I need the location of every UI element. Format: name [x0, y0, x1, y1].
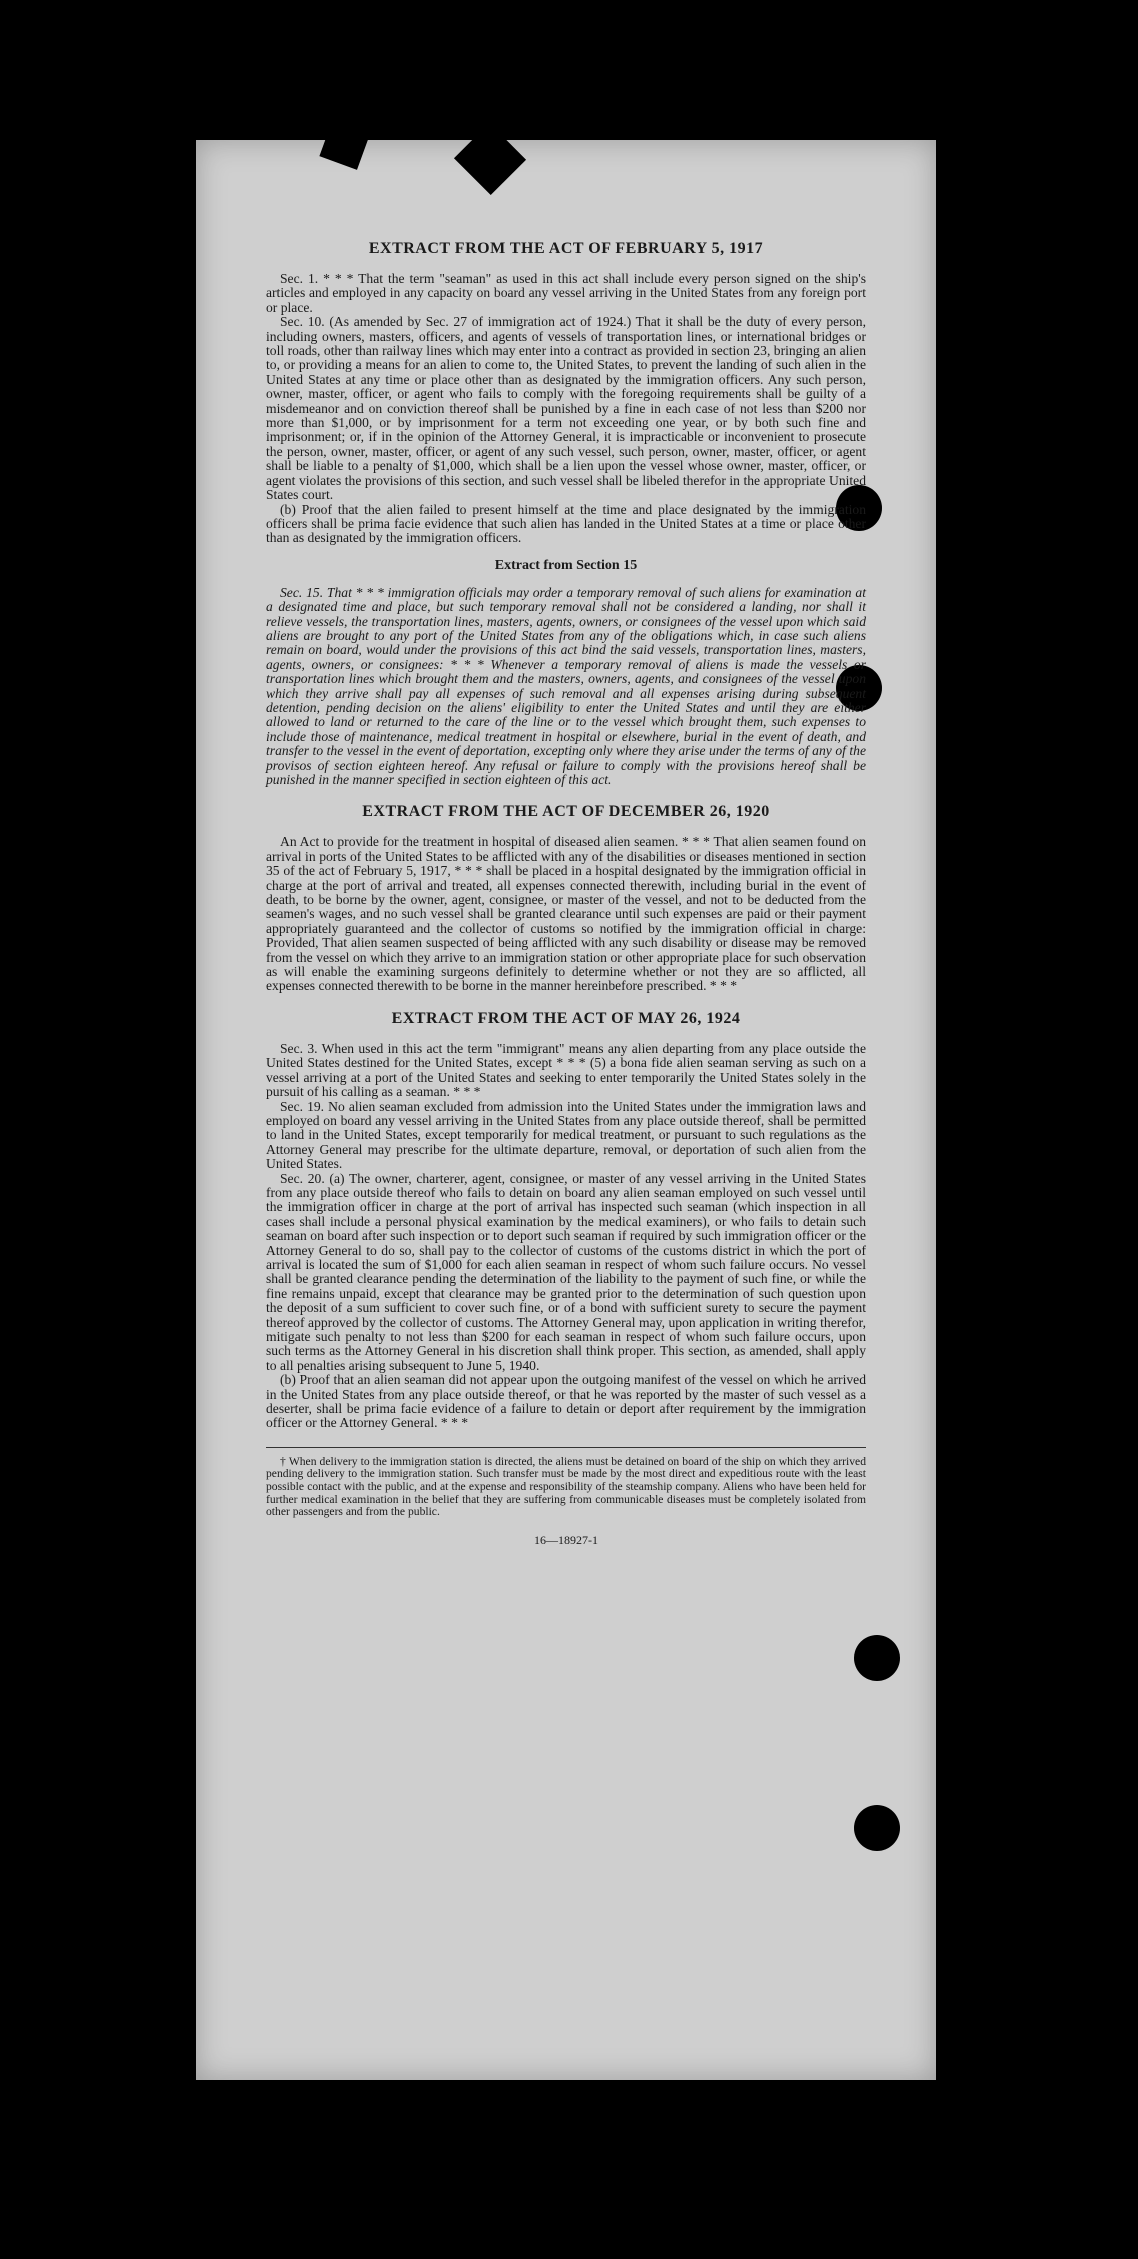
heading-act-1924: EXTRACT FROM THE ACT OF MAY 26, 1924	[391, 1009, 741, 1027]
section-10b: (b) Proof that the alien failed to present himself at the time and place designated by the immigration officers shall be prima facie evidence that such alien has landed in the United States at a time or place other than as designated by the immigration officers.	[266, 501, 866, 546]
section-3: Sec. 3. When used in this act the term "immigrant" means any alien departing from any place outside the United States destined for the United States, except * * * (5) a bona fide alien seaman serving as such on a vessel arriving at a port of the United States and seeking to enter temporarily the United States solely in the pursuit of his calling as a seaman. * * *	[266, 1040, 866, 1100]
section-20: Sec. 20. (a) The owner, charterer, agent, consignee, or master of any vessel arriving in the United States from any place outside thereof who fails to detain on board any alien seaman employed on such vessel until the immigration officer in charge at the port of arrival has inspected such seaman (which inspection in all cases shall include a personal physical examination by the medical examiners), or who fails to detain such seaman on board after such inspection or to deport such seaman if required by such immigration officer or the Attorney General to do so, shall pay to the collector of customs of the customs district in which the port of arrival is located the sum of $1,000 for each alien seaman in respect of whom such failure occurs. No vessel shall be granted clearance pending the determination of the liability to the payment of such fine, or while the fine remains unpaid, except that clearance may be granted prior to the determination of such question upon the deposit of a sum sufficient to cover such fine, or of a bond with sufficient surety to secure the payment thereof approved by the collector of customs. The Attorney General may, upon application in writing therefor, mitigate such penalty to not less than $200 for each seaman in respect of whom such failure occurs, upon such terms as the Attorney General in his discretion shall think proper. This section, as amended, shall apply to all penalties arising subsequent to June 5, 1940.	[266, 1170, 866, 1373]
punch-hole-4	[854, 1805, 900, 1851]
heading-section-15: Extract from Section 15	[494, 557, 638, 573]
torn-notch	[454, 123, 526, 195]
heading-act-1917: EXTRACT FROM THE ACT OF FEBRUARY 5, 1917	[368, 240, 764, 257]
document-body	[266, 240, 866, 1548]
section-15: Sec. 15. That * * * immigration officials may order a temporary removal of such aliens for examination at a designated time and place, but such temporary removal shall not be considered a landing, nor shall it relieve vessels, the transportation lines, masters, agents, owners, or consignees of the vessel upon which said aliens are brought to any port of the United States from any of the obligations which, in case such aliens remain on board, would under the provisions of this act bind the said vessels, transportation lines, masters, agents, owners, or consignees: * * * Whenever a temporary removal of aliens is made the vessels or transportation lines which brought them and the masters, owners, agents, and consignees of the vessel upon which they arrive shall pay all expenses of such removal and all expenses arising during subsequent detention, pending decision on the aliens' eligibility to enter the United States and until they are either allowed to land or returned to the care of the line or to the vessel which brought them, such expenses to include those of maintenance, medical treatment in hospital or elsewhere, burial in the event of death, and transfer to the vessel in the event of deportation, excepting only where they arise under the terms of any of the provisos of section eighteen hereof. Any refusal or failure to comply with the provisions hereof shall be punished in the manner specified in section eighteen of this act.	[266, 584, 866, 787]
section-1: Sec. 1. * * * That the term "seaman" as used in this act shall include every person signed on the ship's articles and employed in any capacity on board any vessel arriving in the United States from any foreign port or place.	[266, 271, 866, 315]
document-page	[196, 140, 936, 2080]
punch-hole-3	[854, 1635, 900, 1681]
footnote: † When delivery to the immigration station is directed, the aliens must be detained on board of the ship on which they arrived pending delivery to the immigration station. Such transfer must be made by the most direct and expeditious route with the least possible contact with the public, and at the expense and responsibility of the steamship company. Aliens who have been held for further medical examination in the belief that they are suffering from communicable diseases must be completely isolated from other passengers and from the public.	[266, 1454, 866, 1519]
footnote-rule	[266, 1447, 866, 1448]
section-19: Sec. 19. No alien seaman excluded from admission into the United States under the immigration laws and employed on board any vessel arriving in the United States from any place outside thereof, shall be permitted to land in the United States, except temporarily for medical treatment, or pursuant to such regulations as the Attorney General may prescribe for the ultimate departure, removal, or deportation of such alien from the United States.	[266, 1098, 866, 1172]
form-code: 16—18927-1	[534, 1532, 598, 1547]
section-10: Sec. 10. (As amended by Sec. 27 of immigration act of 1924.) That it shall be the duty of every person, including owners, masters, officers, and agents of vessels of transportation lines, or international bridges or toll roads, other than railway lines which may enter into a contract as provided in section 23, bringing an alien to, or providing a means for an alien to come to, the United States, to prevent the landing of such alien in the United States at any time or place other than as designated by the immigration officers. Any such person, owner, master, officer, or agent who fails to comply with the foregoing requirements shall be guilty of a misdemeanor and on conviction thereof shall be punished by a fine in each case of not less than $200 nor more than $1,000, or by imprisonment for a term not exceeding one year, or by both such fine and imprisonment; or, if in the opinion of the Attorney General, it is impracticable or inconvenient to prosecute the person, owner, master, officer, or agent of any such vessel, such person, owner, master, officer, or agent shall be liable to a penalty of $1,000, which shall be a lien upon the vessel whose owner, master, officer, or agent violates the provisions of this section, and such vessel shall be libeled therefor in the appropriate United States court.	[266, 314, 866, 503]
heading-act-1920: EXTRACT FROM THE ACT OF DECEMBER 26, 1920	[362, 803, 770, 821]
act-1920-text: An Act to provide for the treatment in hospital of diseased alien seamen. * * * That alien seamen found on arrival in ports of the United States to be afflicted with any of the disabilities or diseases mentioned in section 35 of the act of February 5, 1917, * * * shall be placed in a hospital designated by the immigration official in charge at the port of arrival and treated, all expenses connected therewith, including burial in the event of death, to be borne by the owner, agent, consignee, or master of the vessel, and not to be deducted from the seamen's wages, and no such vessel shall be granted clearance until such expenses are paid or their payment appropriately guaranteed and the collector of customs so notified by the immigration official in charge: Provided, That alien seamen suspected of being afflicted with any such disability or disease may be removed from the vessel on which they arrive to an immigration station or other appropriate place for such observation as will enable the examining surgeons definitely to determine whether or not they are so afflicted, all expenses connected therewith to be borne in the manner hereinbefore prescribed. * * *	[266, 834, 866, 994]
torn-edge	[319, 124, 368, 170]
section-20b: (b) Proof that an alien seaman did not appear upon the outgoing manifest of the vessel on which he arrived in the United States from any place outside thereof, or that he was reported by the master of such vessel as a deserter, shall be prima facie evidence of a failure to detain or deport after requirement by the immigration officer or the Attorney General. * * *	[266, 1372, 866, 1431]
